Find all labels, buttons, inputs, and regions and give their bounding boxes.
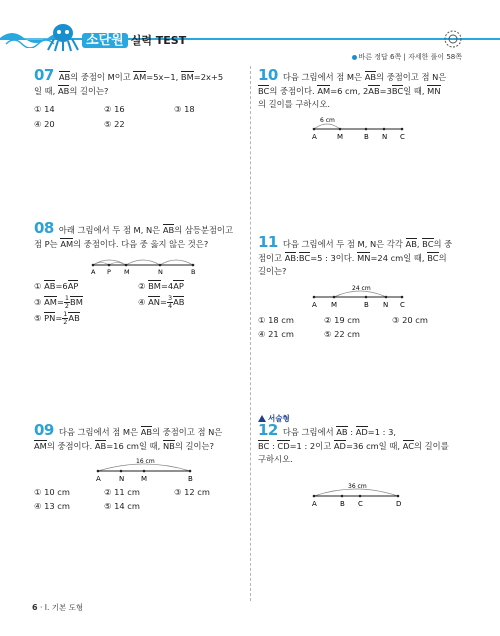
point-label: C (400, 301, 405, 309)
question-11 (258, 233, 478, 279)
page-number: 6 (32, 603, 38, 612)
segment-label: AB (284, 252, 297, 263)
question-text: 의 길이를 구하시오. (258, 99, 331, 109)
question-text: 의 중점이고 점 N은 (376, 72, 447, 82)
segment-label: AB (162, 225, 175, 235)
segment-label: AD (333, 440, 346, 451)
question-text: 의 중점이다. 다음 중 옳지 않은 것은? (73, 238, 209, 249)
length-label: 36 cm (348, 483, 367, 490)
question-text: 다음 그림에서 점 M은 (58, 427, 139, 437)
point-label: A (96, 475, 101, 483)
option[interactable]: ① 18 cm (258, 315, 294, 325)
option[interactable]: ② 19 cm (324, 315, 360, 325)
segment-label: AM (317, 85, 331, 96)
segment-label: BC (258, 440, 270, 451)
point-label: C (358, 500, 363, 508)
question-text: 의 길이는? (69, 85, 109, 96)
point-label: B (188, 475, 193, 483)
diagram-08 (88, 253, 208, 275)
segment-label: AB (57, 85, 70, 96)
option[interactable]: ① 14 (34, 104, 55, 114)
question-text: 다음 그림에서 두 점 M, N은 각각 (282, 239, 403, 249)
question-text: 의 중점이다. (46, 440, 93, 451)
diagram-12 (310, 480, 410, 508)
question-text: =36 cm일 때, (345, 440, 401, 451)
point-label: N (119, 475, 125, 483)
segment-label: AB (368, 85, 380, 96)
option[interactable]: ⑤ 14 cm (104, 501, 140, 511)
question-number: 12 (258, 421, 278, 439)
option[interactable]: ④ AN= $\frac{3}{4}$ AB (138, 294, 185, 310)
segment-label: BC (427, 252, 439, 263)
question-text: 일 때, (403, 85, 425, 96)
point-label: B (364, 301, 369, 309)
question-text: =1 : 3, (367, 427, 396, 437)
question-number: 07 (34, 66, 54, 84)
question-text: 의 중점이 M이고 (70, 72, 131, 82)
badge-label: 서술형 (268, 414, 290, 423)
footer-separator: · (39, 603, 43, 612)
point-label: A (91, 268, 96, 275)
question-text: =5x−1, (146, 72, 179, 82)
question-number: 11 (258, 233, 278, 251)
segment-label: AC (402, 440, 415, 451)
option[interactable]: ① 10 cm (34, 487, 70, 497)
segment-label: BC (391, 85, 404, 96)
option[interactable]: ② 16 (104, 104, 125, 114)
option[interactable]: ② BM=4AP (138, 281, 184, 291)
question-text: 다음 그림에서 (282, 427, 334, 437)
segment-label: AB (140, 427, 153, 437)
point-label: M (331, 301, 338, 309)
point-label: P (107, 268, 111, 275)
question-text: =3 (379, 85, 392, 96)
question-text: 일 때, (34, 85, 56, 96)
segment-label: AB (405, 239, 417, 249)
question-text: 의 중점이다. (269, 85, 315, 96)
segment-label: NB (162, 440, 175, 451)
option[interactable]: ③ 20 cm (392, 315, 428, 325)
point-label: B (340, 500, 345, 508)
option[interactable]: ② 11 cm (104, 487, 140, 497)
diagram-11 (310, 281, 410, 309)
segment-label: AM (60, 238, 74, 249)
question-text: =6 cm, 2 (330, 85, 369, 96)
length-label: 16 cm (136, 458, 155, 465)
point-label: B (364, 133, 369, 141)
question-text: 구하시오. (258, 454, 293, 464)
point-label: A (312, 133, 317, 141)
point-label: N (158, 268, 163, 275)
segment-label: AD (355, 427, 368, 437)
point-label: M (124, 268, 130, 275)
point-label: N (382, 133, 388, 141)
option[interactable]: ① AB=6AP (34, 281, 79, 291)
question-text: 아래 그림에서 두 점 M, N은 (58, 225, 161, 235)
diagram-10 (310, 113, 410, 141)
chapter-title: I. 기본 도형 (44, 603, 84, 612)
question-text: 의 (438, 252, 447, 263)
question-text: 다음 그림에서 점 M은 (282, 72, 363, 82)
option[interactable]: ④ 20 (34, 119, 55, 129)
question-number: 08 (34, 219, 54, 237)
segment-label: AB (336, 427, 348, 437)
diagram-09 (92, 455, 202, 483)
question-text: 의 길이는? (174, 440, 214, 451)
point-label: A (312, 500, 317, 508)
segment-label: AB (58, 72, 71, 82)
length-label: 24 cm (352, 285, 371, 292)
brand-sub: 실력 TEST (130, 34, 187, 47)
page-footer (32, 602, 83, 613)
question-text: =1 : 2이고 (289, 440, 332, 451)
question-text: 점이고 (258, 252, 283, 263)
segment-label: BC (422, 239, 434, 249)
option[interactable]: ⑤ 22 cm (324, 329, 360, 339)
question-08 (34, 219, 246, 251)
option[interactable]: ③ 18 (174, 104, 195, 114)
question-text: 의 중 (433, 239, 453, 249)
question-12 (258, 421, 478, 467)
question-text: 의 중점이고 점 N은 (152, 427, 223, 437)
header-brand (82, 29, 186, 48)
segment-label: BM (180, 72, 194, 82)
question-text: : (296, 252, 299, 263)
segment-label: AB (364, 72, 377, 82)
segment-label: AM (133, 72, 147, 82)
bullet-icon (352, 55, 357, 60)
answer-reference-text: 바른 정답 6쪽 | 자세한 풀이 58쪽 (358, 53, 462, 61)
segment-label: AB (94, 440, 107, 451)
question-text: : (350, 427, 354, 437)
point-label: D (396, 500, 402, 508)
question-09 (34, 421, 248, 453)
page-header (0, 0, 500, 62)
question-07 (34, 66, 244, 98)
segment-label: BC (258, 85, 270, 96)
segment-label: BC (298, 252, 311, 263)
point-label: M (337, 133, 344, 141)
question-text: : (271, 440, 275, 451)
gear-icon (442, 28, 464, 50)
length-label: 6 cm (320, 117, 335, 124)
question-10 (258, 66, 478, 112)
point-label: M (141, 475, 148, 483)
question-text: =2x+5 (193, 72, 224, 82)
option[interactable]: ⑤ PN= $\frac{1}{2}$ AB (34, 310, 80, 326)
point-label: B (191, 268, 196, 275)
question-text: 길이는? (258, 266, 287, 276)
question-text: =5 : 3이다. (310, 252, 355, 263)
question-text: 의 길이를 (414, 440, 449, 451)
option[interactable]: ③ AM= $\frac{1}{2}$ BM (34, 294, 83, 310)
segment-label: MN (357, 252, 371, 263)
brand-main: 소단원 (82, 33, 128, 48)
point-label: N (383, 301, 389, 309)
question-text: =16 cm일 때, (106, 440, 161, 451)
segment-label: AM (34, 440, 47, 451)
column-divider (250, 66, 251, 601)
option[interactable]: ③ 12 cm (174, 487, 210, 497)
segment-label: MN (427, 85, 441, 96)
option[interactable]: ⑤ 22 (104, 119, 125, 129)
point-label: A (312, 301, 317, 309)
point-label: C (400, 133, 405, 141)
option[interactable]: ④ 13 cm (34, 501, 70, 511)
question-text: , (416, 239, 420, 249)
question-number: 09 (34, 421, 54, 439)
option[interactable]: ④ 21 cm (258, 329, 294, 339)
question-number: 10 (258, 66, 278, 84)
question-text: 의 삼등분점이고 (174, 225, 233, 235)
answer-reference (352, 52, 462, 62)
question-text: 점 P는 (34, 238, 58, 249)
segment-label: CD (277, 440, 290, 451)
question-text: =24 cm일 때, (370, 252, 425, 263)
octopus-mascot-icon (46, 22, 80, 52)
